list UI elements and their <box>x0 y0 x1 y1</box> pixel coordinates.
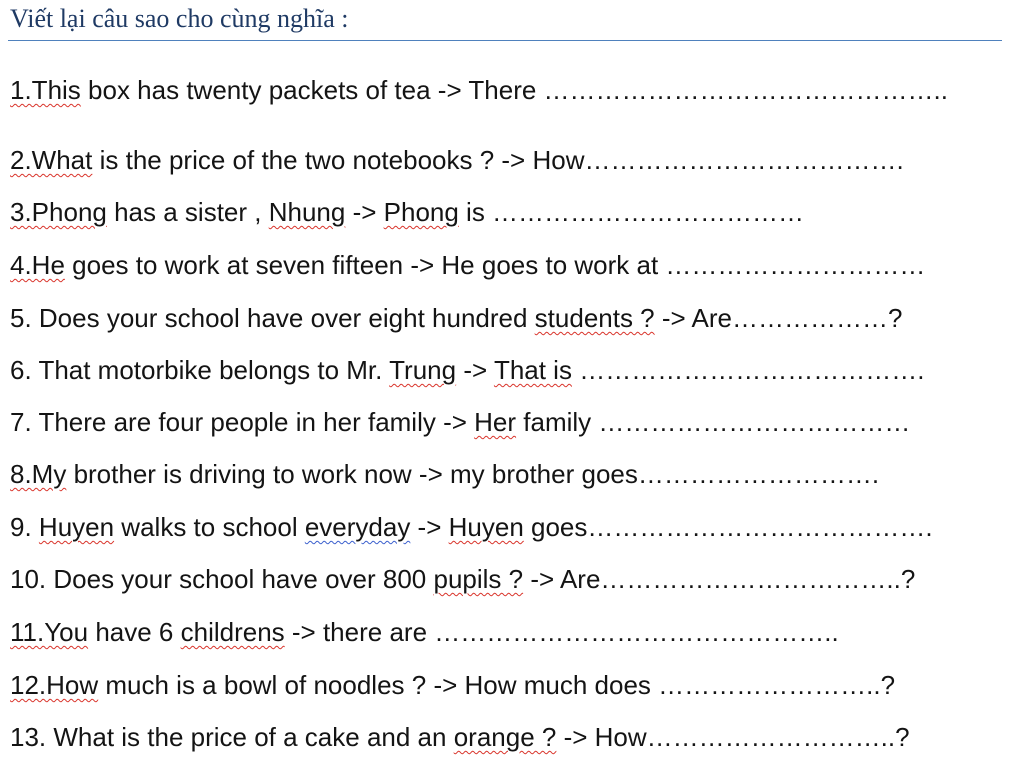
flagged-word: orange ? <box>453 722 557 752</box>
line-text: is the price of the two notebooks ? -> How………………………………. <box>92 145 904 175</box>
flagged-word: 12.How <box>10 670 99 700</box>
exercise-line-1 <box>10 74 948 106</box>
flagged-word: pupils ? <box>433 564 524 594</box>
exercise-line-13 <box>10 721 910 753</box>
line-text: family ……………………………… <box>516 407 911 437</box>
flagged-word: 2.What <box>10 145 93 175</box>
flagged-word: Nhung <box>268 197 346 227</box>
flagged-word: everyday <box>304 512 411 542</box>
exercise-line-9 <box>10 511 933 543</box>
line-text: 6. That motorbike belongs to Mr. <box>10 355 390 385</box>
line-text: is ……………………………… <box>458 197 805 227</box>
exercise-line-11 <box>10 616 839 648</box>
exercise-line-6 <box>10 354 924 386</box>
exercise-line-2 <box>10 144 904 176</box>
flagged-word: students ? <box>534 303 655 333</box>
flagged-word: That is <box>493 355 572 385</box>
line-text: much is a bowl of noodles ? -> How much does ……………………..? <box>98 670 896 700</box>
exercise-line-3 <box>10 196 804 228</box>
flagged-word: Phong <box>383 197 459 227</box>
line-text: 13. What is the price of a cake and an <box>10 722 454 752</box>
flagged-word: 8.My <box>10 459 67 489</box>
exercise-line-10 <box>10 563 915 595</box>
flagged-word: childrens <box>180 617 285 647</box>
flagged-word: Huyen <box>448 512 524 542</box>
flagged-word: Huyen <box>38 512 115 542</box>
line-text: has a sister , <box>106 197 269 227</box>
line-text: -> Are……………………………..? <box>523 564 916 594</box>
line-text: 7. There are four people in her family -> <box>10 407 475 437</box>
flagged-word: 1.This <box>10 75 81 105</box>
exercise-line-5 <box>10 302 902 334</box>
title-underline-rule <box>8 40 1002 41</box>
line-text: 9. <box>10 512 39 542</box>
line-text: 5. Does your school have over eight hundred <box>10 303 535 333</box>
flagged-word: 4.He <box>10 250 65 280</box>
line-text: …………………………………. <box>571 355 925 385</box>
flagged-word: Her <box>474 407 517 437</box>
line-text: -> <box>456 355 494 385</box>
document-title: Viết lại câu sao cho cùng nghĩa : <box>10 4 349 33</box>
line-text: goes to work at seven fifteen -> He goes to work at ………………………… <box>64 250 926 280</box>
exercise-line-8 <box>10 458 879 490</box>
line-text: -> there are ……………………………………….. <box>284 617 839 647</box>
line-text: -> Are………………? <box>654 303 903 333</box>
line-text: -> How………………………..? <box>556 722 910 752</box>
flagged-word: 3.Phong <box>10 197 107 227</box>
line-text: goes…………………………………. <box>523 512 933 542</box>
line-text: -> <box>345 197 384 227</box>
flagged-word: Trung <box>389 355 457 385</box>
line-text: box has twenty packets of tea -> There ……………………………………….. <box>80 75 948 105</box>
line-text: have 6 <box>88 617 181 647</box>
exercise-line-4 <box>10 249 925 281</box>
line-text: walks to school <box>114 512 305 542</box>
line-text: 10. Does your school have over 800 <box>10 564 434 594</box>
exercise-line-12 <box>10 669 895 701</box>
line-text: -> <box>410 512 449 542</box>
exercise-line-7 <box>10 406 910 438</box>
flagged-word: 11.You <box>10 617 89 647</box>
line-text: brother is driving to work now -> my brother goes………………………. <box>66 459 880 489</box>
